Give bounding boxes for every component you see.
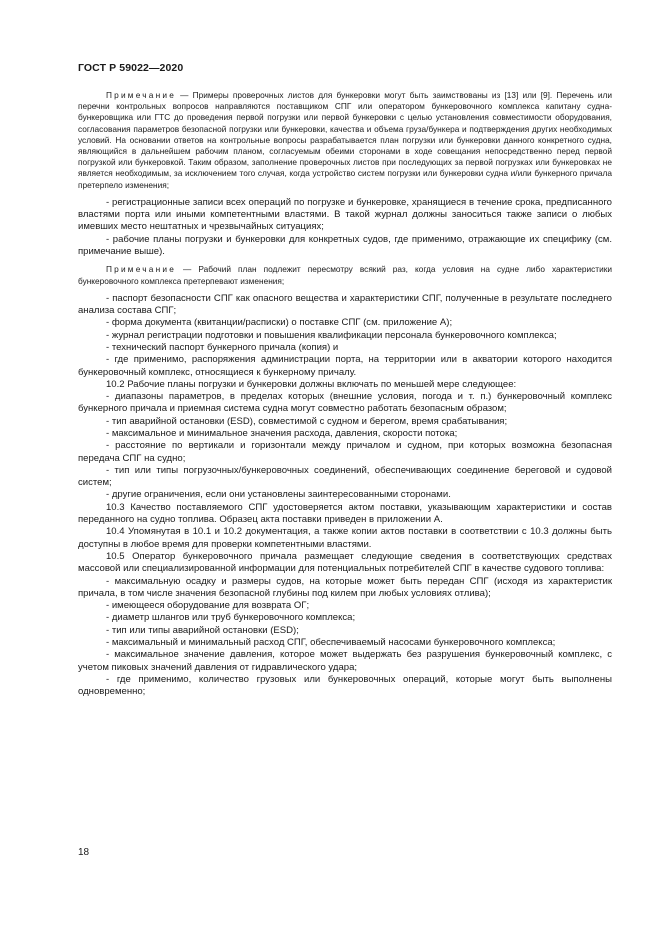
page-content	[78, 90, 612, 699]
paragraph: - расстояние по вертикали и горизонтали между причалом и судном, при которых возможна безопасная передача СПГ на судно;	[78, 440, 612, 464]
paragraph: - где применимо, распоряжения администрации порта, на территории или в акватории которого находится бункеровочный комплекс, относящиеся к бункерному причалу.	[78, 354, 612, 378]
note-first	[78, 90, 612, 191]
paragraph: - тип или типы аварийной остановки (ESD);	[106, 624, 299, 636]
text-block-2	[78, 293, 612, 699]
paragraph: 10.3 Качество поставляемого СПГ удостоверяется актом поставки, указывающим характеристики и состав переданного на судно топлива. Образец акта поставки приведен в приложении А.	[78, 501, 612, 526]
paragraph: 10.5 Оператор бункеровочного причала размещает следующие сведения в соответствующих средствах массовой или специализированной информации для потенциальных потребителей СПГ в качестве судового топлива:	[78, 550, 612, 575]
paragraph: 10.2 Рабочие планы погрузки и бункеровки должны включать по меньшей мере следующее:	[106, 378, 517, 390]
paragraph: - регистрационные записи всех операций по погрузке и бункеровке, хранящиеся в течение срока, предписанного властями порта или иными компетентными властями. В такой журнал должны заноситься также записи о любых имевших место нештатных и чрезвычайных ситуациях;	[78, 196, 612, 233]
note-text: — Рабочий план подлежит пересмотру всякий раз, когда условия на судне либо характеристики бункеровочного комплекса претерпевают изменения;	[78, 264, 612, 286]
page-number: 18	[78, 847, 90, 858]
paragraph: - рабочие планы погрузки и бункеровки для конкретных судов, где применимо, отражающие их специфику (см. примечание выше).	[78, 233, 612, 258]
paragraph: - диаметр шлангов или труб бункеровочного комплекса;	[106, 612, 356, 624]
note-text: — Примеры проверочных листов для бункеровки могут быть заимствованы из [13] или [9]. Перечень или перечни контрольных вопросов направляются поставщиком СПГ или оператором бункеровочного комплекса капитану судна-бункеровщика или ГТС до проведения первой погрузки или первой бункеровки с целью установления совместимости оборудования, согласования параметров безопасной погрузки или бункеровки, качества и объема груза/бункера и подтверждения других необходимых условий. На основании ответов на контрольные вопросы разрабатывается план погрузки или бункеровки данного конкретного судна, являющийся в дальнейшем рабочим планом, согласуемым обеими сторонами в ходе совещания непосредственно перед первой погрузкой или бункеровкой. Таким образом, заполнение проверочных листов при последующих за первой погрузках или бункеровках не является необходимым, за исключением того случая, когда устройство систем погрузки или бункеровки судна и/или бункерного причала претерпело изменения;	[78, 90, 612, 190]
paragraph: - журнал регистрации подготовки и повышения квалификации персонала бункеровочного комплекса;	[106, 329, 557, 341]
paragraph: - максимальное значение давления, которое может выдержать без разрушения бункеровочный комплекс, с учетом пиковых значений давления от гидравлического удара;	[78, 649, 612, 673]
paragraph: - максимальное и минимальное значения расхода, давления, скорости потока;	[106, 427, 458, 439]
paragraph: - диапазоны параметров, в пределах которых (внешние условия, погода и т. п.) бункеровочный комплекс бункерного причала и приемная система судна могут совместно работать безопасным образом;	[78, 391, 612, 415]
paragraph: - форма документа (квитанции/расписки) о поставке СПГ (см. приложение А);	[106, 317, 453, 329]
paragraph: - паспорт безопасности СПГ как опасного вещества и характеристики СПГ, полученные в результате последнего анализа состава СПГ;	[78, 292, 612, 317]
document-code-header: ГОСТ Р 59022—2020	[78, 62, 184, 74]
note-label: Примечание	[106, 264, 177, 275]
paragraph: - максимальную осадку и размеры судов, на которые может быть передан СПГ (исходя из характеристик причала, в том числе значения безопасной глубины под килем при любых условиях отлива);	[78, 575, 612, 599]
note-second	[78, 264, 612, 286]
paragraph: - тип или типы погрузочных/бункеровочных соединений, обеспечивающих соединение береговой и судовой систем;	[78, 464, 612, 489]
paragraph: - тип аварийной остановки (ESD), совместимой с судном и берегом, время срабатывания;	[106, 415, 508, 427]
paragraph: - другие ограничения, если они установлены заинтересованными сторонами.	[106, 489, 451, 501]
paragraph: - имеющееся оборудование для возврата ОГ;	[106, 600, 310, 612]
paragraph: - где применимо, количество грузовых или бункеровочных операций, которые могут быть выполнены одновременно;	[78, 673, 612, 698]
paragraph: 10.4 Упомянутая в 10.1 и 10.2 документация, а также копии актов поставки в соответствии с 10.3 должны быть доступны в любое время для проверки компетентными властями.	[78, 526, 612, 550]
paragraph: - технический паспорт бункерного причала (копия) и	[106, 341, 339, 353]
text-block-1	[78, 197, 612, 258]
note-label: Примечание	[106, 90, 177, 100]
paragraph: - максимальный и минимальный расход СПГ, обеспечиваемый насосами бункеровочного комплекса;	[106, 637, 556, 649]
